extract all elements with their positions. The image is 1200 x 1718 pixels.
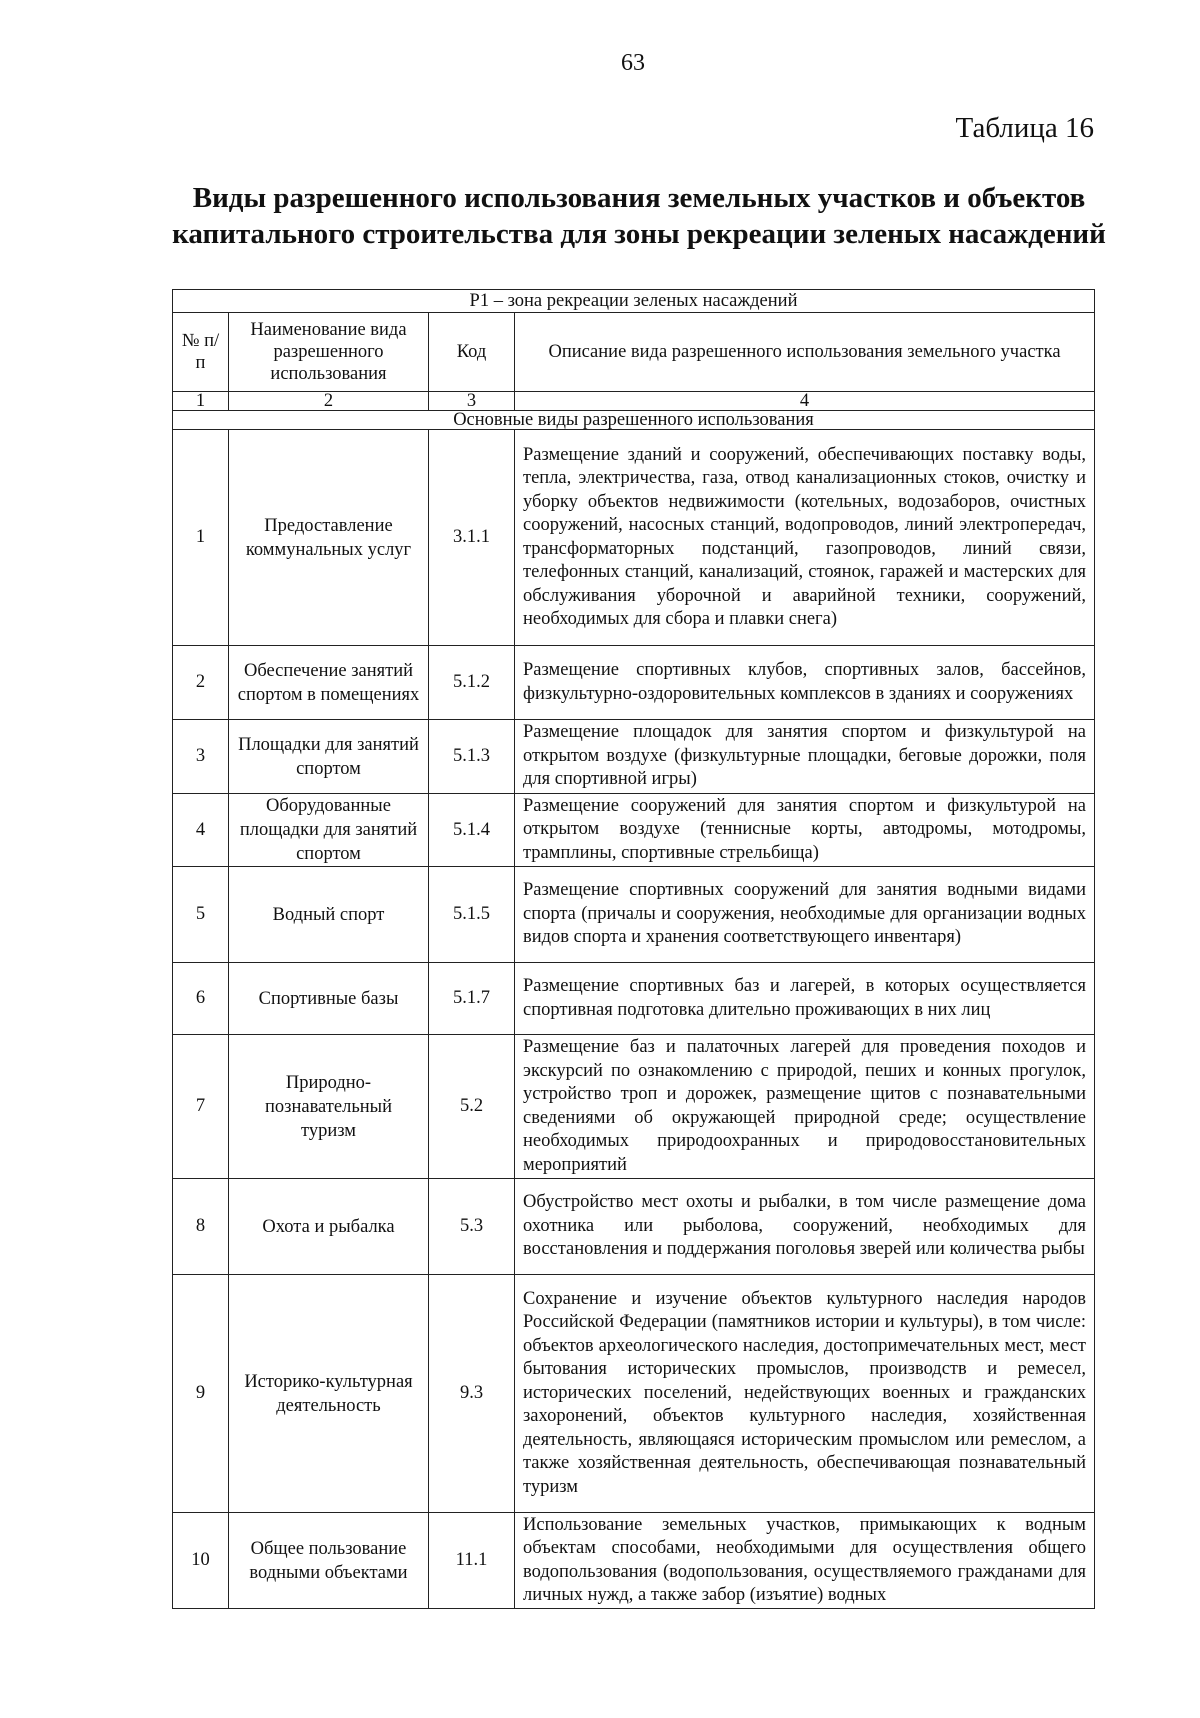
row-number: 3: [173, 720, 229, 794]
zone-title: Р1 – зона рекреации зеленых насаждений: [173, 290, 1095, 313]
row-code: 5.2: [429, 1035, 515, 1179]
row-description: Размещение сооружений для занятия спортом и физкультурой на открытом воздухе (теннисные корты, автодромы, мотодромы, трамплины, спортивные стрельбища): [515, 794, 1095, 867]
row-code: 5.1.5: [429, 867, 515, 963]
row-name: Площадки для занятий спортом: [229, 720, 429, 794]
table-row: [173, 963, 1095, 1035]
column-number: 2: [229, 392, 429, 411]
row-number: 6: [173, 963, 229, 1035]
table-row: [173, 867, 1095, 963]
row-code: 5.1.3: [429, 720, 515, 794]
document-title: [140, 180, 1138, 252]
row-number: 7: [173, 1035, 229, 1179]
header-name: Наименование вида разрешенного использования: [229, 313, 429, 392]
header-num: № п/п: [173, 313, 229, 392]
row-code: 5.1.7: [429, 963, 515, 1035]
land-use-table: [172, 289, 1095, 1609]
header-row: [173, 313, 1095, 392]
table-row: [173, 794, 1095, 867]
column-number: 4: [515, 392, 1095, 411]
row-number: 9: [173, 1275, 229, 1513]
row-code: 5.1.4: [429, 794, 515, 867]
table-row: [173, 430, 1095, 646]
row-description: Обустройство мест охоты и рыбалки, в том числе размещение дома охотника или рыболова, сооружений, необходимых для восстановления и поддержания поголовья зверей или количества рыбы: [515, 1179, 1095, 1275]
row-description: Использование земельных участков, примыкающих к водным объектам способами, необходимыми для осуществления общего водопользования (водопользования, осуществляемого гражданами для личных нужд, а также забор (изъятие) водных: [515, 1513, 1095, 1609]
table-row: [173, 720, 1095, 794]
row-name: Природно-познавательный туризм: [229, 1035, 429, 1179]
row-description: Сохранение и изучение объектов культурного наследия народов Российской Федерации (памятников истории и культуры), в том числе: объектов археологического наследия, достопримечательных мест, мест бытования исторических промыслов, производств и ремесел, исторических поселений, недействующих военных и гражданских захоронений, объектов культурного наследия, хозяйственная деятельность, являющаяся историческим промыслом или ремеслом, а также хозяйственная деятельность, обеспечивающая познавательный туризм: [515, 1275, 1095, 1513]
row-number: 1: [173, 430, 229, 646]
row-name: Водный спорт: [229, 867, 429, 963]
column-number: 1: [173, 392, 229, 411]
row-code: 5.3: [429, 1179, 515, 1275]
row-description: Размещение спортивных сооружений для занятия водными видами спорта (причалы и сооружения, необходимые для организации водных видов спорта и хранения соответствующего инвентаря): [515, 867, 1095, 963]
row-description: Размещение спортивных баз и лагерей, в которых осуществляется спортивная подготовка длительно проживающих в них лиц: [515, 963, 1095, 1035]
row-number: 10: [173, 1513, 229, 1609]
row-name: Предоставление коммунальных услуг: [229, 430, 429, 646]
row-name: Общее пользование водными объектами: [229, 1513, 429, 1609]
table-row: [173, 1179, 1095, 1275]
table-row: [173, 646, 1095, 720]
row-number: 2: [173, 646, 229, 720]
row-name: Обеспечение занятий спортом в помещениях: [229, 646, 429, 720]
table-label: Таблица 16: [955, 112, 1094, 144]
title-line-2: капитального строительства для зоны рекреации зеленых насаждений: [172, 218, 1106, 250]
table-row: [173, 1513, 1095, 1609]
row-number: 8: [173, 1179, 229, 1275]
row-number: 4: [173, 794, 229, 867]
row-name: Оборудованные площадки для занятий спортом: [229, 794, 429, 867]
row-description: Размещение баз и палаточных лагерей для проведения походов и экскурсий по ознакомлению с природой, пеших и конных прогулок, устройство троп и дорожек, размещение щитов с познавательными сведениями об окружающей природной среде; осуществление необходимых природоохранных и природовосстановительных мероприятий: [515, 1035, 1095, 1179]
column-number-row: [173, 392, 1095, 411]
page-number: 63: [621, 50, 645, 76]
table-row: [173, 1035, 1095, 1179]
row-name: Историко-культурная деятельность: [229, 1275, 429, 1513]
section-row: [173, 411, 1095, 430]
row-name: Охота и рыбалка: [229, 1179, 429, 1275]
row-description: Размещение спортивных клубов, спортивных залов, бассейнов, физкультурно-оздоровительных комплексов в зданиях и сооружениях: [515, 646, 1095, 720]
title-line-1: Виды разрешенного использования земельных участков и объектов: [192, 182, 1086, 214]
header-desc: Описание вида разрешенного использования земельного участка: [515, 313, 1095, 392]
row-description: Размещение зданий и сооружений, обеспечивающих поставку воды, тепла, электричества, газа, отвод канализационных стоков, очистку и уборку объектов недвижимости (котельных, водозаборов, очистных сооружений, насосных станций, водопроводов, линий электропередач, трансформаторных подстанций, газопроводов, линий связи, телефонных станций, канализаций, стоянок, гаражей и мастерских для обслуживания уборочной и аварийной техники, сооружений, необходимых для сбора и плавки снега): [515, 430, 1095, 646]
table-row: [173, 1275, 1095, 1513]
row-code: 3.1.1: [429, 430, 515, 646]
header-code: Код: [429, 313, 515, 392]
row-number: 5: [173, 867, 229, 963]
row-code: 11.1: [429, 1513, 515, 1609]
row-code: 9.3: [429, 1275, 515, 1513]
zone-title-row: [173, 290, 1095, 313]
row-description: Размещение площадок для занятия спортом и физкультурой на открытом воздухе (физкультурные площадки, беговые дорожки, поля для спортивной игры): [515, 720, 1095, 794]
column-number: 3: [429, 392, 515, 411]
row-code: 5.1.2: [429, 646, 515, 720]
row-name: Спортивные базы: [229, 963, 429, 1035]
section-title: Основные виды разрешенного использования: [173, 411, 1095, 430]
